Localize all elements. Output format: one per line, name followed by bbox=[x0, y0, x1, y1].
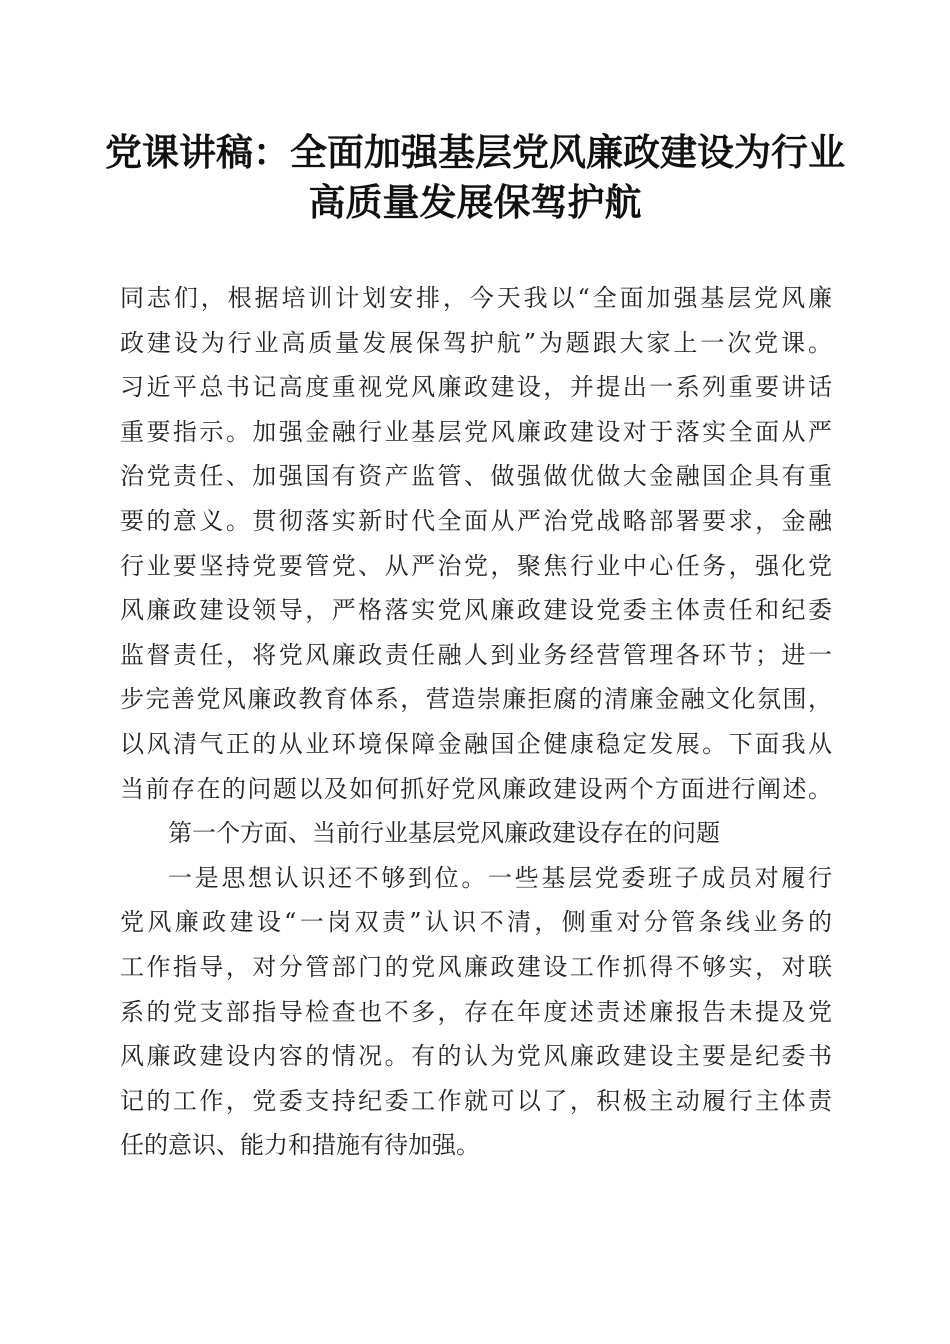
section-heading: 第一个方面、当前行业基层党风廉政建设存在的问题 bbox=[168, 819, 720, 848]
point-one-line: 风廉政建设内容的情况。有的认为党风廉政建设主要是纪委书 bbox=[120, 1042, 832, 1071]
point-one-line: 工作指导，对分管部门的党风廉政建设工作抓得不够实，对联 bbox=[120, 952, 832, 981]
document-title bbox=[100, 128, 850, 228]
intro-line: 以风清气正的从业环境保障金融国企健康稳定发展。下面我从 bbox=[120, 729, 832, 758]
point-one-line: 一是思想认识还不够到位。一些基层党委班子成员对履行 bbox=[168, 863, 832, 892]
section-heading-paragraph bbox=[120, 811, 832, 856]
intro-line: 同志们，根据培训计划安排，今天我以“全面加强基层党风廉 bbox=[120, 284, 832, 312]
point-one-line: 党风廉政建设“一岗双责”认识不清，侧重对分管条线业务的 bbox=[120, 908, 832, 937]
intro-line: 步完善党风廉政教育体系，营造崇廉拒腐的清廉金融文化氛围， bbox=[120, 685, 832, 714]
title-line-1: 党课讲稿：全面加强基层党风廉政建设为行业 bbox=[105, 131, 845, 174]
intro-line: 风廉政建设领导，严格落实党风廉政建设党委主体责任和纪委 bbox=[120, 596, 832, 625]
intro-line: 习近平总书记高度重视党风廉政建设，并提出一系列重要讲话 bbox=[120, 373, 832, 402]
intro-line: 行业要坚持党要管党、从严治党，聚焦行业中心任务，强化党 bbox=[120, 551, 832, 580]
intro-paragraph bbox=[120, 276, 832, 811]
point-one-line: 系的党支部指导检查也不多，存在年度述责述廉报告未提及党 bbox=[120, 997, 832, 1026]
point-one-paragraph bbox=[120, 856, 832, 1168]
intro-line: 政建设为行业高质量发展保驾护航”为题跟大家上一次党课。 bbox=[120, 328, 832, 357]
intro-line: 治党责任、加强国有资产监管、做强做优做大金融国企具有重 bbox=[120, 462, 832, 491]
intro-line: 当前存在的问题以及如何抓好党风廉政建设两个方面进行阐述。 bbox=[120, 774, 832, 803]
intro-line: 要的意义。贯彻落实新时代全面从严治党战略部署要求，金融 bbox=[120, 506, 832, 535]
point-one-line: 任的意识、能力和措施有待加强。 bbox=[120, 1131, 480, 1160]
document-body bbox=[120, 276, 832, 1168]
intro-line: 监督责任，将党风廉政责任融人到业务经营管理各环节；进一 bbox=[120, 640, 832, 669]
title-line-2: 高质量发展保驾护航 bbox=[308, 181, 642, 224]
point-one-line: 记的工作，党委支持纪委工作就可以了，积极主动履行主体责 bbox=[120, 1086, 832, 1115]
intro-line: 重要指示。加强金融行业基层党风廉政建设对于落实全面从严 bbox=[120, 417, 832, 446]
